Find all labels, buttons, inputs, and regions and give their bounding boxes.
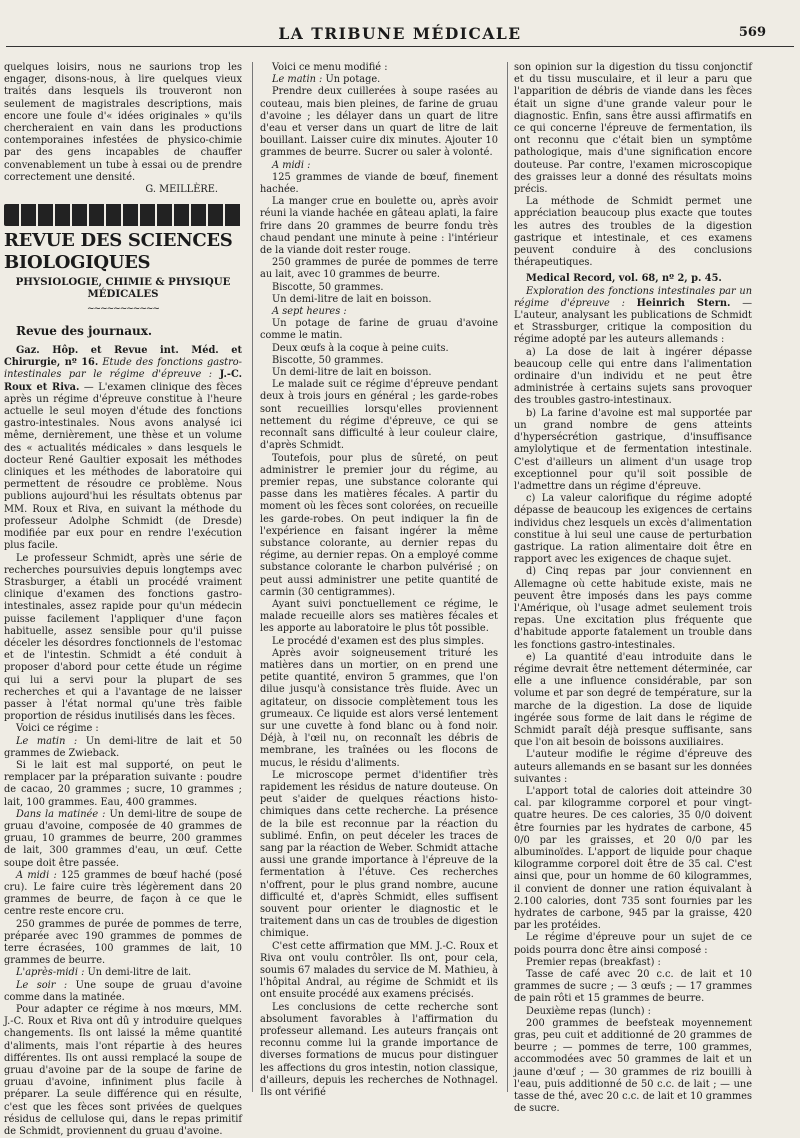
article-columns: [0, 62, 800, 1138]
decorative-border: [4, 204, 242, 226]
paragraph: Un demi-litre de lait en boisson.: [272, 367, 432, 379]
paragraph-text: Un demi-litre de lait et 50 grammes de Zwieback.: [4, 735, 242, 759]
paragraph: Si le lait est mal supporté, on peut le remplacer par la préparation suivante : poudre de cacao, 20 grammes ; sucre, 10 grammes ; lait, 100 grammes. Eau, 400 grammes.: [4, 759, 242, 808]
paragraph-text: — L'auteur, analysant les publications de Schmidt et Strassburger, critique la composition du régime adopté par les auteurs allemands :: [514, 297, 752, 346]
paragraph-text: Un demi-litre de lait.: [87, 967, 192, 979]
paragraph: Ayant suivi ponctuellement ce régime, le malade recueille alors ses matières fécales et les apporte au laboratoire le plus tôt possible.: [260, 598, 498, 635]
paragraph: [4, 967, 242, 979]
paragraph: [4, 809, 242, 870]
paragraph: 250 grammes de purée de pommes de terre au lait, avec 10 grammes de beurre.: [260, 257, 498, 281]
paragraph: Le régime d'épreuve pour un sujet de ce poids pourra donc être ainsi composé :: [514, 932, 752, 956]
paragraph: Le procédé d'examen est des plus simples.: [272, 635, 485, 647]
paragraph: [514, 273, 752, 285]
paragraph: [4, 345, 242, 552]
column-1: [4, 62, 243, 1138]
meal-label: A sept heures :: [272, 306, 347, 318]
paragraph-text: Un potage.: [325, 74, 381, 86]
paragraph: La manger crue en boulette ou, après avoir réuni la viande hachée en gâteau aplati, la faire frire dans 20 grammes de beurre fondu très chaud pendant une minute à peine : l'intérieur de la viande doit rester rouge.: [260, 196, 498, 257]
meal-label: Le soir :: [16, 979, 68, 991]
paragraph: d) Cinq repas par jour conviennent en Allemagne où cette habitude existe, mais ne peuvent être imposés dans les pays comme l'Amérique, où l'usage admet seulement trois repas. Une excitation plus fréquente que d'habitude apporte fatalement un trouble dans les fonctions gastro-intestinales.: [514, 566, 752, 651]
subsection-title: Revue des journaux.: [16, 323, 153, 338]
page-header: [0, 24, 800, 44]
paragraph: Le malade suit ce régime d'épreuve pendant deux à trois jours en général ; les garde-robes sont recueillies lorsqu'elles proviennent nettement du régime d'épreuve, ce qui se reconnaît sans difficulté à leur couleur claire, d'après Schmidt.: [260, 379, 498, 452]
paragraph: Un demi-litre de lait en boisson.: [272, 293, 432, 305]
column-3: [514, 62, 752, 1115]
paragraph: [4, 870, 242, 919]
paragraph: c) La valeur calorifique du régime adopté dépasse de beaucoup les exigences de certains individus chez lesquels un excès d'alimentation constitue à lui seul une cause de perturbation gastrique. La ration alimentaire doit être en rapport avec les exigences de chaque sujet.: [514, 493, 752, 566]
paragraph: [260, 74, 498, 86]
paragraph: 200 grammes de beefsteak moyennement gras, peu cuit et additionné de 20 grammes de beurre ; — pommes de terre, 100 grammes, accommodées avec 50 grammes de lait et un jaune d'œuf ; — 30 grammes de riz bouilli à l'eau, puis additionné de 50 c.c. de lait ; — une tasse de thé, avec 20 c.c. de lait et 10 grammes de sucre.: [514, 1017, 752, 1115]
meal-label: Dans la matinée :: [16, 808, 106, 820]
paragraph-text: Une soupe de gruau d'avoine comme dans la matinée.: [4, 979, 243, 1003]
study-authors: Heinrich Stern.: [636, 297, 731, 309]
meal-label: Le matin :: [272, 74, 323, 86]
study-authors: J.-C. Roux et Riva.: [4, 369, 242, 393]
source-reference: Gaz. Hôp. et Revue int. Méd. et Chirurgie, nº 16.: [4, 345, 242, 369]
paragraph: Biscotte, 50 grammes.: [272, 354, 384, 366]
paragraph: La méthode de Schmidt permet une appréciation beaucoup plus exacte que toutes les autres des troubles de la digestion gastrique et intestinale, et ces examens peuvent conduire à des conclusions thérapeutiques.: [514, 196, 752, 269]
paragraph-text: Un demi-litre de soupe de gruau d'avoine, composée de 40 grammes de gruau, 10 grammes de beurre, 200 grammes de lait, 300 grammes d'eau, un œuf. Cette soupe doit être passée.: [4, 808, 242, 869]
paragraph: Les conclusions de cette recherche sont absolument favorables à l'affirmation du professeur allemand. Les auteurs français ont reconnu comme lui la grande importance de diverses formations de mucus pour distinguer les affections du gros intestin, notion classique, d'ailleurs, depuis les recherches de Nothnagel. Ils ont vérifié: [260, 1001, 498, 1099]
paragraph: Prendre deux cuillerées à soupe rasées au couteau, mais bien pleines, de farine de gruau d'avoine ; les délayer dans un quart de litre d'eau et verser dans un quart de litre de lait bouillant. Laisser cuire dix minutes. Ajouter 10 grammes de beurre. Sucrer ou saler à volonté.: [260, 86, 498, 159]
source-reference: Medical Record, vol. 68, nº 2, p. 45.: [526, 273, 722, 285]
column-2: [260, 62, 498, 1102]
paragraph: [4, 736, 242, 760]
meal-label: L'après-midi :: [16, 967, 85, 979]
paragraph: C'est cette affirmation que MM. J.-C. Roux et Riva ont voulu contrôler. Ils ont, pour cela, soumis 67 malades du service de M. Mathieu, à l'hôpital Andral, au régime de Schmidt et ils ont ensuite procédé aux examens précisés.: [260, 940, 498, 1001]
paragraph: Le professeur Schmidt, après une série de recherches poursuivies depuis longtemps avec Strasburger, a établi un procédé vraiment clinique d'examen des fonctions gastro-intestinales, assez rapide pour qu'un médecin puisse facilement l'appliquer d'une façon habituelle, assez sensible pour qu'il puisse déceler les désordres fonctionnels de l'estomac et de l'intestin. Schmidt a été conduit à proposer d'abord pour cette étude un régime qui lui a servi pour la plupart de ses recherches et qui a l'avantage de ne laisser passer à l'état normal qu'une très faible proportion de résidus inutilisés dans les fèces.: [4, 552, 242, 723]
paragraph: L'apport total de calories doit atteindre 30 cal. par kilogramme corporel et pour vingt-quatre heures. De ces calories, 35 0/0 doivent être fournies par les hydrates de carbone, 45 0/0 par les graisses, et 20 0/0 par les albuminoïdes. L'apport de liquide pour chaque kilogramme corporel doit être de 35 cal. C'est ainsi que, pour un homme de 60 kilogrammes, il convient de donner une ration équivalant à 2.100 calories, dont 735 sont fournies par les hydrates de carbone, 945 par la graisse, 420 par les protéides.: [514, 785, 752, 932]
author-signature: G. MEILLÈRE.: [145, 184, 218, 196]
meal-label: Le matin :: [16, 735, 78, 747]
paragraph: Tasse de café avec 20 c.c. de lait et 10 grammes de sucre ; — 3 œufs ; — 17 grammes de pain rôti et 15 grammes de beurre.: [514, 969, 752, 1005]
paragraph: Deuxième repas (lunch) :: [526, 1005, 651, 1017]
page-number: 569: [738, 25, 766, 40]
paragraph: Pour adapter ce régime à nos mœurs, MM. J.-C. Roux et Riva ont dû y introduire quelques changements. Ils ont laissé la même quantité d'aliments, mais l'ont répartie à des heures différentes. Ils ont aussi remplacé la soupe de gruau d'avoine par de la soupe de farine de gruau d'avoine, infiniment plus facile à préparer. La seule différence qui en résulte, c'est que les fèces sont privées de quelques résidus de cellulose qui, dans le repas primitif de Schmidt, proviennent du gruau d'avoine.: [4, 1004, 242, 1138]
journal-title: LA TRIBUNE MÉDICALE: [278, 24, 522, 43]
paragraph: 125 grammes de viande de bœuf, finement hachée.: [260, 171, 498, 196]
section-subtitle: PHYSIOLOGIE, CHIMIE & PHYSIQUE MÉDICALES: [15, 276, 231, 301]
paragraph: a) La dose de lait à ingérer dépasse beaucoup celle qui entre dans l'alimentation ordinaire d'un individu et ne peut être administrée à certains sujets sans provoquer des troubles gastro-intestinaux.: [514, 346, 752, 407]
paragraph: Voici ce menu modifié :: [272, 62, 388, 73]
header-rule: [6, 46, 794, 47]
ornament-wave: ~~~~~~~~~~~: [87, 303, 159, 314]
paragraph: Après avoir soigneusement trituré les matières dans un mortier, on en prend une petite quantité, environ 5 grammes, que l'on dilue jusqu'à consistance très fluide. Avec un agitateur, on dissocie complètement tous les grumeaux. Ce liquide est alors versé lentement sur une cuvette à fond blanc ou à fond noir. Déjà, à l'œil nu, on reconnaît les débris de membrane, les traînées ou les flocons de mucus, le résidu d'aliments.: [260, 647, 498, 769]
paragraph: Un potage de farine de gruau d'avoine comme le matin.: [260, 318, 498, 342]
paragraph: Voici ce régime :: [16, 723, 99, 735]
study-title: Etude des fonctions gastro-intestinales par le régime d'épreuve :: [4, 357, 242, 381]
paragraph: Biscotte, 50 grammes.: [272, 281, 384, 293]
paragraph-text: — L'examen clinique des fèces après un régime d'épreuve constitue à l'heure actuelle le seul moyen d'étude des fonctions gastro-intestinales. Nous avons analysé ici même, dernièrement, une thèse et un volume des « actualités médicales » dans lesquels le docteur René Gaultier exposait les méthodes cliniques et les méthodes de laboratoire qui permettent de résoudre ce problème. Nous publions aujourd'hui les résultats obtenus par MM. Roux et Riva, en suivant la méthode du professeur Adolphe Schmidt (de Dresde) modifiée par eux pour en rendre l'exécution plus facile.: [4, 381, 242, 552]
paragraph: quelques loisirs, nous ne saurions trop les engager, disons-nous, à lire quelques vieux traités dans lesquels ils trouveront non seulement de magistrales descriptions, mais encore une foule d'« idées originales » qu'ils chercheraient en vain dans les productions contemporaines infestées de physico-chimie par des gens incapables de chauffer convenablement un tube à essai ou de prendre correctement une densité.: [4, 62, 242, 183]
paragraph: [514, 286, 752, 347]
paragraph: L'auteur modifie le régime d'épreuve des auteurs allemands en se basant sur les données suivantes :: [514, 749, 752, 785]
section-title: REVUE DES SCIENCES BIOLOGIQUES: [4, 230, 233, 274]
study-title: Exploration des fonctions intestinales par un régime d'épreuve :: [514, 285, 752, 309]
paragraph: Toutefois, pour plus de sûreté, on peut administrer le premier jour du régime, au premier repas, une substance colorante qui passe dans les matières fécales. A partir du moment où les fèces sont colorées, on recueille les garde-robes. On peut indiquer la fin de l'expérience en faisant ingérer la même substance colorante, au dernier repas du régime, au dernier repas. On a employé comme substance colorante le charbon pulvérisé ; on peut aussi administrer une petite quantité de carmin (30 centigrammes).: [260, 452, 498, 598]
paragraph: b) La farine d'avoine est mal supportée par un grand nombre de gens atteints d'hypersécrétion gastrique, d'insuffisance amylolytique et de fermentation intestinale. C'est d'ailleurs un aliment d'un usage trop exceptionnel pour qu'il soit possible de l'admettre dans un régime d'épreuve.: [514, 407, 752, 492]
paragraph-text: 125 grammes de bœuf haché (posé cru). Le faire cuire très légèrement dans 20 grammes de beurre, de façon à ce que le centre reste encore cru.: [4, 869, 242, 918]
meal-label: A midi :: [272, 159, 311, 171]
paragraph: 250 grammes de purée de pommes de terre, préparée avec 190 grammes de pommes de terre écrasées, 100 grammes de lait, 10 grammes de beurre.: [4, 918, 242, 967]
paragraph: Le microscope permet d'identifier très rapidement les résidus de nature douteuse. On peut s'aider de quelques réactions histo-chimiques dans cette recherche. La présence de la bile est reconnue par la réaction du sublimé. Enfin, on peut déceler les traces de sang par la réaction de Weber. Schmidt attache aussi une grande importance à l'épreuve de la fermentation à l'étuve. Ces recherches n'offrent, pour le plus grand nombre, aucune difficulté et, d'après Schmidt, elles suffisent souvent pour orienter le diagnostic et le traitement dans un cas de troubles de digestion chimique.: [260, 769, 498, 940]
paragraph: son opinion sur la digestion du tissu conjonctif et du tissu musculaire, et il leur a paru que l'apparition de débris de viande dans les fèces était un signe d'une grande valeur pour le diagnostic. Enfin, sans être aussi affirmatifs en ce qui concerne l'épreuve de fermentation, ils ont reconnu que c'était bien un symptôme pathologique, mais d'une signification encore douteuse. Par contre, l'examen microscopique des graisses leur a donné des résultats moins précis.: [514, 62, 752, 196]
paragraph: Deux œufs à la coque à peine cuits.: [272, 342, 449, 354]
meal-label: A midi :: [16, 869, 57, 881]
paragraph: Premier repas (breakfast) :: [526, 956, 661, 968]
paragraph: e) La quantité d'eau introduite dans le régime devrait être nettement déterminée, car elle a une influence considérable, par son volume et par son degré de température, sur la marche de la digestion. La dose de liquide ingérée sous forme de lait dans le régime de Schmidt paraît déjà presque suffisante, sans que l'on ait besoin de boissons auxiliaires.: [514, 651, 752, 749]
paragraph: [4, 980, 242, 1004]
